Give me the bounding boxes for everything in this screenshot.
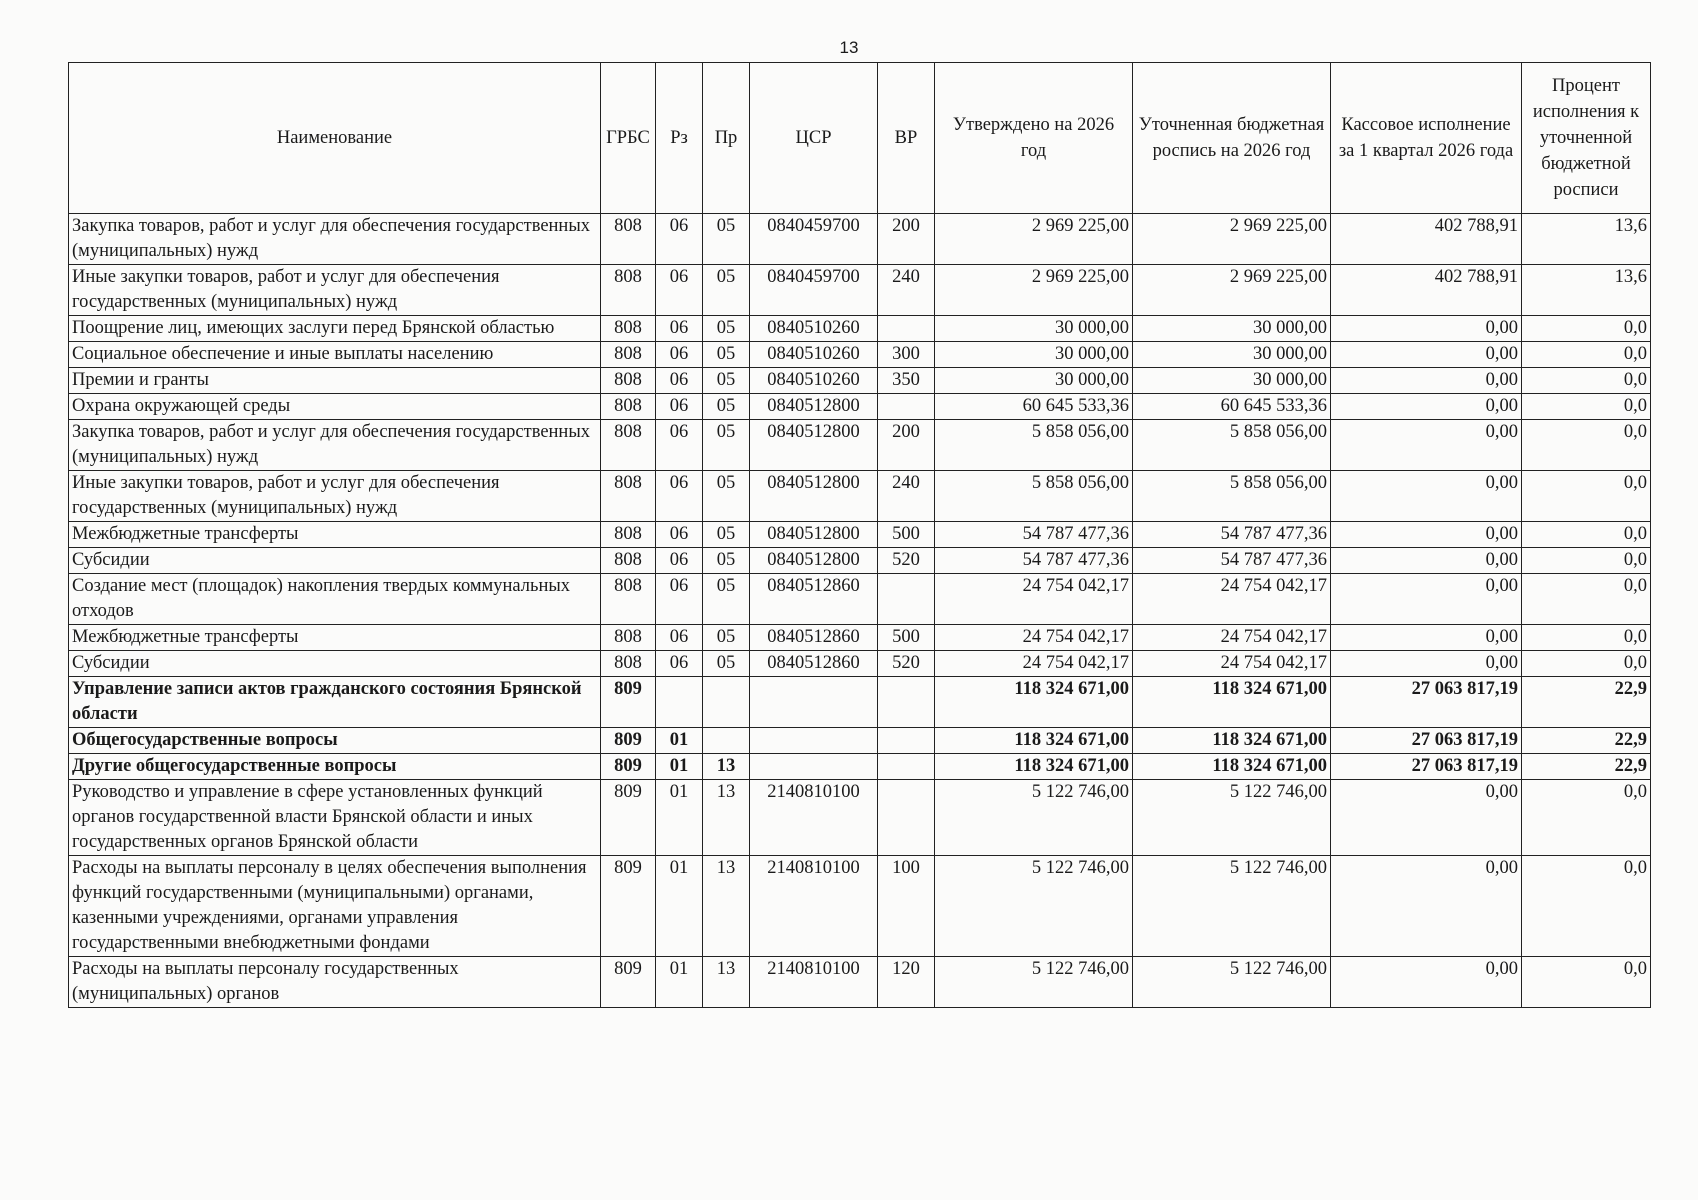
- cell-grbs: 808: [601, 368, 656, 394]
- cell-cash: 0,00: [1331, 780, 1522, 856]
- cell-rz: 06: [656, 394, 703, 420]
- header-csr: ЦСР: [750, 63, 878, 214]
- cell-refined: 118 324 671,00: [1133, 677, 1331, 728]
- cell-vr: 240: [878, 471, 935, 522]
- cell-csr: 0840459700: [750, 214, 878, 265]
- cell-name: Субсидии: [69, 548, 601, 574]
- cell-refined: 5 122 746,00: [1133, 957, 1331, 1008]
- cell-grbs: 809: [601, 957, 656, 1008]
- table-row: [69, 265, 1651, 316]
- cell-rz: 06: [656, 548, 703, 574]
- cell-pr: 05: [703, 522, 750, 548]
- cell-rz: 06: [656, 214, 703, 265]
- cell-pr: 13: [703, 957, 750, 1008]
- cell-percent: 0,0: [1522, 368, 1651, 394]
- cell-vr: 520: [878, 548, 935, 574]
- cell-refined: 5 858 056,00: [1133, 420, 1331, 471]
- cell-cash: 0,00: [1331, 316, 1522, 342]
- cell-cash: 0,00: [1331, 957, 1522, 1008]
- cell-name: Межбюджетные трансферты: [69, 522, 601, 548]
- cell-refined: 24 754 042,17: [1133, 574, 1331, 625]
- cell-vr: 200: [878, 214, 935, 265]
- cell-grbs: 809: [601, 754, 656, 780]
- cell-pr: 05: [703, 316, 750, 342]
- cell-approved: 30 000,00: [935, 316, 1133, 342]
- header-approved: Утверждено на 2026 год: [935, 63, 1133, 214]
- cell-name: Закупка товаров, работ и услуг для обеспечения государственных (муниципальных) нужд: [69, 214, 601, 265]
- cell-rz: 06: [656, 342, 703, 368]
- cell-pr: [703, 728, 750, 754]
- cell-grbs: 808: [601, 342, 656, 368]
- header-percent: Процент исполнения к уточненной бюджетной росписи: [1522, 63, 1651, 214]
- cell-cash: 0,00: [1331, 548, 1522, 574]
- cell-approved: 5 122 746,00: [935, 780, 1133, 856]
- cell-csr: 0840512800: [750, 420, 878, 471]
- cell-pr: 05: [703, 574, 750, 625]
- table-row-bold: [69, 754, 1651, 780]
- cell-csr: 0840512860: [750, 625, 878, 651]
- cell-vr: [878, 754, 935, 780]
- cell-approved: 5 122 746,00: [935, 856, 1133, 957]
- cell-csr: 0840510260: [750, 368, 878, 394]
- table-row: [69, 420, 1651, 471]
- cell-name: Создание мест (площадок) накопления твердых коммунальных отходов: [69, 574, 601, 625]
- cell-percent: 0,0: [1522, 420, 1651, 471]
- cell-grbs: 808: [601, 214, 656, 265]
- cell-vr: 240: [878, 265, 935, 316]
- cell-cash: 0,00: [1331, 342, 1522, 368]
- cell-percent: 22,9: [1522, 728, 1651, 754]
- cell-approved: 118 324 671,00: [935, 754, 1133, 780]
- cell-rz: 06: [656, 625, 703, 651]
- cell-approved: 5 858 056,00: [935, 471, 1133, 522]
- cell-refined: 24 754 042,17: [1133, 651, 1331, 677]
- cell-vr: 300: [878, 342, 935, 368]
- cell-csr: 0840512860: [750, 574, 878, 625]
- cell-csr: [750, 728, 878, 754]
- cell-rz: 06: [656, 522, 703, 548]
- cell-vr: 350: [878, 368, 935, 394]
- cell-percent: 0,0: [1522, 780, 1651, 856]
- cell-cash: 0,00: [1331, 522, 1522, 548]
- cell-approved: 118 324 671,00: [935, 728, 1133, 754]
- cell-approved: 30 000,00: [935, 342, 1133, 368]
- cell-grbs: 808: [601, 265, 656, 316]
- cell-name: Закупка товаров, работ и услуг для обеспечения государственных (муниципальных) нужд: [69, 420, 601, 471]
- cell-percent: 22,9: [1522, 754, 1651, 780]
- cell-grbs: 808: [601, 420, 656, 471]
- table-row: [69, 780, 1651, 856]
- cell-csr: 0840512800: [750, 548, 878, 574]
- cell-grbs: 808: [601, 471, 656, 522]
- header-vr: ВР: [878, 63, 935, 214]
- cell-approved: 2 969 225,00: [935, 214, 1133, 265]
- cell-cash: 27 063 817,19: [1331, 728, 1522, 754]
- cell-grbs: 809: [601, 856, 656, 957]
- cell-pr: 05: [703, 394, 750, 420]
- cell-cash: 0,00: [1331, 471, 1522, 522]
- cell-refined: 118 324 671,00: [1133, 728, 1331, 754]
- cell-vr: [878, 316, 935, 342]
- cell-pr: 13: [703, 780, 750, 856]
- cell-pr: 05: [703, 548, 750, 574]
- cell-grbs: 808: [601, 522, 656, 548]
- cell-name: Охрана окружающей среды: [69, 394, 601, 420]
- cell-csr: 2140810100: [750, 856, 878, 957]
- header-pr: Пр: [703, 63, 750, 214]
- cell-refined: 2 969 225,00: [1133, 265, 1331, 316]
- table-body: [69, 214, 1651, 1008]
- cell-cash: 402 788,91: [1331, 214, 1522, 265]
- header-rz: Рз: [656, 63, 703, 214]
- cell-approved: 24 754 042,17: [935, 651, 1133, 677]
- cell-refined: 30 000,00: [1133, 316, 1331, 342]
- table-row-bold: [69, 728, 1651, 754]
- cell-percent: 13,6: [1522, 265, 1651, 316]
- cell-vr: 500: [878, 625, 935, 651]
- cell-cash: 27 063 817,19: [1331, 677, 1522, 728]
- cell-vr: 520: [878, 651, 935, 677]
- cell-rz: 01: [656, 856, 703, 957]
- header-name: Наименование: [69, 63, 601, 214]
- cell-rz: 06: [656, 316, 703, 342]
- cell-approved: 24 754 042,17: [935, 574, 1133, 625]
- cell-grbs: 808: [601, 394, 656, 420]
- header-refined: Уточненная бюджетная роспись на 2026 год: [1133, 63, 1331, 214]
- cell-pr: 05: [703, 265, 750, 316]
- table-row: [69, 625, 1651, 651]
- cell-rz: 06: [656, 265, 703, 316]
- cell-grbs: 808: [601, 574, 656, 625]
- cell-percent: 0,0: [1522, 342, 1651, 368]
- cell-cash: 402 788,91: [1331, 265, 1522, 316]
- cell-refined: 60 645 533,36: [1133, 394, 1331, 420]
- cell-approved: 54 787 477,36: [935, 522, 1133, 548]
- cell-name: Субсидии: [69, 651, 601, 677]
- page-number: 13: [839, 38, 859, 57]
- cell-percent: 0,0: [1522, 856, 1651, 957]
- cell-rz: [656, 677, 703, 728]
- cell-pr: 05: [703, 368, 750, 394]
- cell-approved: 2 969 225,00: [935, 265, 1133, 316]
- cell-rz: 06: [656, 420, 703, 471]
- cell-refined: 5 122 746,00: [1133, 780, 1331, 856]
- cell-grbs: 808: [601, 548, 656, 574]
- cell-percent: 22,9: [1522, 677, 1651, 728]
- cell-approved: 30 000,00: [935, 368, 1133, 394]
- cell-name: Поощрение лиц, имеющих заслуги перед Брянской областью: [69, 316, 601, 342]
- cell-name: Руководство и управление в сфере установленных функций органов государственной власти Брянской области и иных государственных органов Брянской области: [69, 780, 601, 856]
- cell-refined: 118 324 671,00: [1133, 754, 1331, 780]
- header-grbs: ГРБС: [601, 63, 656, 214]
- cell-rz: 06: [656, 574, 703, 625]
- cell-cash: 0,00: [1331, 856, 1522, 957]
- cell-name: Расходы на выплаты персоналу государственных (муниципальных) органов: [69, 957, 601, 1008]
- cell-pr: 05: [703, 420, 750, 471]
- cell-cash: 0,00: [1331, 651, 1522, 677]
- cell-name: Расходы на выплаты персоналу в целях обеспечения выполнения функций государственными (муниципальными) органами, казенными учреждениями, органами управления государственными внебюджетными фондами: [69, 856, 601, 957]
- table-row: [69, 368, 1651, 394]
- cell-name: Другие общегосударственные вопросы: [69, 754, 601, 780]
- cell-percent: 0,0: [1522, 471, 1651, 522]
- cell-approved: 24 754 042,17: [935, 625, 1133, 651]
- cell-cash: 0,00: [1331, 625, 1522, 651]
- cell-grbs: 809: [601, 780, 656, 856]
- cell-vr: [878, 574, 935, 625]
- table-header-row: [69, 63, 1651, 214]
- cell-cash: 0,00: [1331, 394, 1522, 420]
- cell-percent: 13,6: [1522, 214, 1651, 265]
- cell-vr: 200: [878, 420, 935, 471]
- cell-name: Иные закупки товаров, работ и услуг для обеспечения государственных (муниципальных) нужд: [69, 471, 601, 522]
- cell-approved: 118 324 671,00: [935, 677, 1133, 728]
- cell-csr: [750, 677, 878, 728]
- table-row: [69, 342, 1651, 368]
- cell-pr: 05: [703, 625, 750, 651]
- cell-approved: 5 122 746,00: [935, 957, 1133, 1008]
- table-row: [69, 548, 1651, 574]
- cell-csr: [750, 754, 878, 780]
- cell-refined: 54 787 477,36: [1133, 548, 1331, 574]
- cell-refined: 5 858 056,00: [1133, 471, 1331, 522]
- cell-rz: 01: [656, 957, 703, 1008]
- cell-percent: 0,0: [1522, 316, 1651, 342]
- table-row: [69, 574, 1651, 625]
- header-cash: Кассовое исполнение за 1 квартал 2026 года: [1331, 63, 1522, 214]
- cell-pr: 13: [703, 754, 750, 780]
- cell-vr: [878, 677, 935, 728]
- table-row: [69, 471, 1651, 522]
- cell-name: Управление записи актов гражданского состояния Брянской области: [69, 677, 601, 728]
- budget-execution-table: [68, 62, 1651, 1008]
- cell-approved: 54 787 477,36: [935, 548, 1133, 574]
- cell-name: Иные закупки товаров, работ и услуг для обеспечения государственных (муниципальных) нужд: [69, 265, 601, 316]
- table-row: [69, 316, 1651, 342]
- cell-refined: 24 754 042,17: [1133, 625, 1331, 651]
- cell-grbs: 808: [601, 651, 656, 677]
- cell-refined: 5 122 746,00: [1133, 856, 1331, 957]
- cell-vr: [878, 780, 935, 856]
- cell-cash: 0,00: [1331, 574, 1522, 625]
- cell-approved: 60 645 533,36: [935, 394, 1133, 420]
- cell-vr: 100: [878, 856, 935, 957]
- cell-vr: [878, 728, 935, 754]
- table-row-bold: [69, 677, 1651, 728]
- cell-csr: 0840512800: [750, 394, 878, 420]
- cell-percent: 0,0: [1522, 625, 1651, 651]
- cell-name: Социальное обеспечение и иные выплаты населению: [69, 342, 601, 368]
- cell-pr: 05: [703, 342, 750, 368]
- table-row: [69, 856, 1651, 957]
- cell-cash: 0,00: [1331, 368, 1522, 394]
- cell-rz: 01: [656, 754, 703, 780]
- cell-vr: 120: [878, 957, 935, 1008]
- cell-pr: 05: [703, 471, 750, 522]
- cell-percent: 0,0: [1522, 522, 1651, 548]
- cell-grbs: 808: [601, 316, 656, 342]
- cell-percent: 0,0: [1522, 548, 1651, 574]
- cell-csr: 0840510260: [750, 316, 878, 342]
- cell-rz: 01: [656, 780, 703, 856]
- cell-refined: 30 000,00: [1133, 368, 1331, 394]
- cell-csr: 0840510260: [750, 342, 878, 368]
- cell-percent: 0,0: [1522, 651, 1651, 677]
- table-row: [69, 394, 1651, 420]
- cell-grbs: 808: [601, 625, 656, 651]
- cell-refined: 30 000,00: [1133, 342, 1331, 368]
- cell-csr: 0840459700: [750, 265, 878, 316]
- cell-vr: [878, 394, 935, 420]
- cell-pr: 05: [703, 214, 750, 265]
- cell-csr: 0840512800: [750, 522, 878, 548]
- cell-pr: [703, 677, 750, 728]
- table-row: [69, 957, 1651, 1008]
- cell-csr: 0840512860: [750, 651, 878, 677]
- cell-approved: 5 858 056,00: [935, 420, 1133, 471]
- cell-rz: 06: [656, 471, 703, 522]
- cell-grbs: 809: [601, 728, 656, 754]
- cell-percent: 0,0: [1522, 574, 1651, 625]
- cell-refined: 54 787 477,36: [1133, 522, 1331, 548]
- cell-csr: 2140810100: [750, 780, 878, 856]
- cell-refined: 2 969 225,00: [1133, 214, 1331, 265]
- cell-csr: 2140810100: [750, 957, 878, 1008]
- cell-vr: 500: [878, 522, 935, 548]
- cell-pr: 13: [703, 856, 750, 957]
- cell-cash: 27 063 817,19: [1331, 754, 1522, 780]
- cell-percent: 0,0: [1522, 394, 1651, 420]
- cell-csr: 0840512800: [750, 471, 878, 522]
- cell-name: Общегосударственные вопросы: [69, 728, 601, 754]
- cell-rz: 06: [656, 651, 703, 677]
- cell-grbs: 809: [601, 677, 656, 728]
- cell-name: Премии и гранты: [69, 368, 601, 394]
- cell-percent: 0,0: [1522, 957, 1651, 1008]
- table-row: [69, 214, 1651, 265]
- table-row: [69, 522, 1651, 548]
- table-row: [69, 651, 1651, 677]
- cell-rz: 06: [656, 368, 703, 394]
- cell-pr: 05: [703, 651, 750, 677]
- cell-rz: 01: [656, 728, 703, 754]
- cell-name: Межбюджетные трансферты: [69, 625, 601, 651]
- cell-cash: 0,00: [1331, 420, 1522, 471]
